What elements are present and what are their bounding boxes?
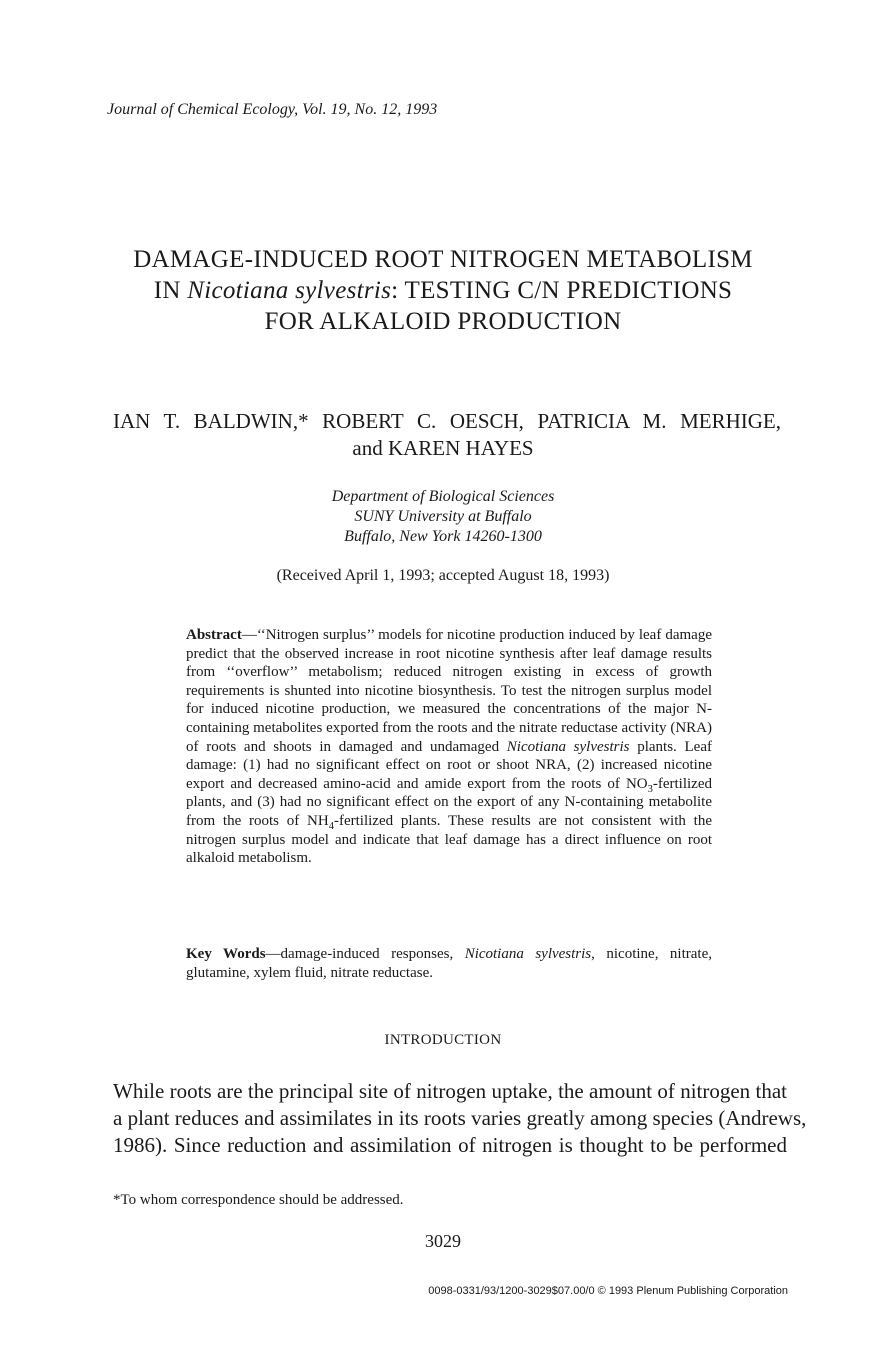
keywords-text-1: —damage-induced responses,: [265, 946, 465, 962]
body-line-2: a plant reduces and assimilates in its roots varies greatly among species (Andrews,: [113, 1106, 807, 1130]
title-line-2-prefix: IN: [153, 277, 188, 304]
authors-line-1: IAN T. BALDWIN,* ROBERT C. OESCH, PATRICIA M. MERHIGE,: [113, 409, 781, 433]
abstract-text-4: -fertilized plants. These results are not consistent with the nitrogen surplus model and indicate that leaf damage has a direct influence on root alkaloid metabolism.: [186, 812, 712, 867]
authors-line-2: and KAREN HAYES: [352, 436, 534, 460]
affiliation-department: Department of Biological Sciences: [331, 488, 555, 505]
title-species: Nicotiana sylvestris: [187, 277, 392, 304]
journal-citation: Journal of Chemical Ecology, Vol. 19, No. 12, 1993: [107, 101, 438, 118]
copyright-line: 0098-0331/93/1200-3029$07.00/0 © 1993 Plenum Publishing Corporation: [428, 1285, 788, 1297]
abstract: [186, 626, 712, 868]
title-line-3: FOR ALKALOID PRODUCTION: [264, 308, 622, 335]
title-line-2-suffix: : TESTING C/N PREDICTIONS: [391, 277, 733, 304]
page-number: 3029: [425, 1231, 461, 1251]
keywords-label: Key Words: [186, 946, 266, 962]
affiliation-university: SUNY University at Buffalo: [354, 508, 532, 525]
abstract-text-2: plants. Leaf damage: (1) had no significant effect on root or shoot NRA, (2) increased nicotine export and decreased amino-acid and amide export from the roots of NO: [186, 738, 712, 792]
abstract-label: Abstract: [186, 627, 242, 643]
abstract-subscript-2: 4: [328, 820, 334, 832]
keywords-text-2: , nicotine, nitrate, glutamine, xylem fluid, nitrate reductase.: [186, 946, 712, 981]
keywords: [186, 945, 712, 983]
body-line-1: While roots are the principal site of nitrogen uptake, the amount of nitrogen that: [113, 1079, 787, 1103]
affiliation-city: Buffalo, New York 14260-1300: [344, 528, 542, 545]
received-dates: (Received April 1, 1993; accepted August 18, 1993): [276, 567, 610, 584]
body-line-3: 1986). Since reduction and assimilation of nitrogen is thought to be performed: [113, 1133, 787, 1157]
title-line-1: DAMAGE-INDUCED ROOT NITROGEN METABOLISM: [133, 246, 753, 273]
footnote: *To whom correspondence should be addressed.: [113, 1192, 404, 1208]
abstract-subscript-1: 3: [647, 783, 653, 795]
title-line-2: [0, 277, 886, 305]
abstract-text-3: -fertilized plants, and (3) had no significant effect on the export of any N-containing metabolite from the roots of NH: [186, 775, 712, 829]
abstract-species: Nicotiana sylvestris: [506, 738, 630, 755]
keywords-species: Nicotiana sylvestris: [464, 946, 592, 962]
introduction-heading: INTRODUCTION: [384, 1032, 502, 1048]
abstract-text-1: —‘‘Nitrogen surplus’’ models for nicotine production induced by leaf damage predict that the observed increase in root nicotine synthesis after leaf damage results from ‘‘overflow’’ metabolism; reduced nitrogen existing in excess of growth requirements is shunted into nicotine biosynthesis. To test the nitrogen surplus model for induced nicotine production, we measured the concentrations of the major N-containing metabolites exported from the roots and the nitrate reductase activity (NRA) of roots and shoots in damaged and undamaged: [186, 627, 712, 755]
